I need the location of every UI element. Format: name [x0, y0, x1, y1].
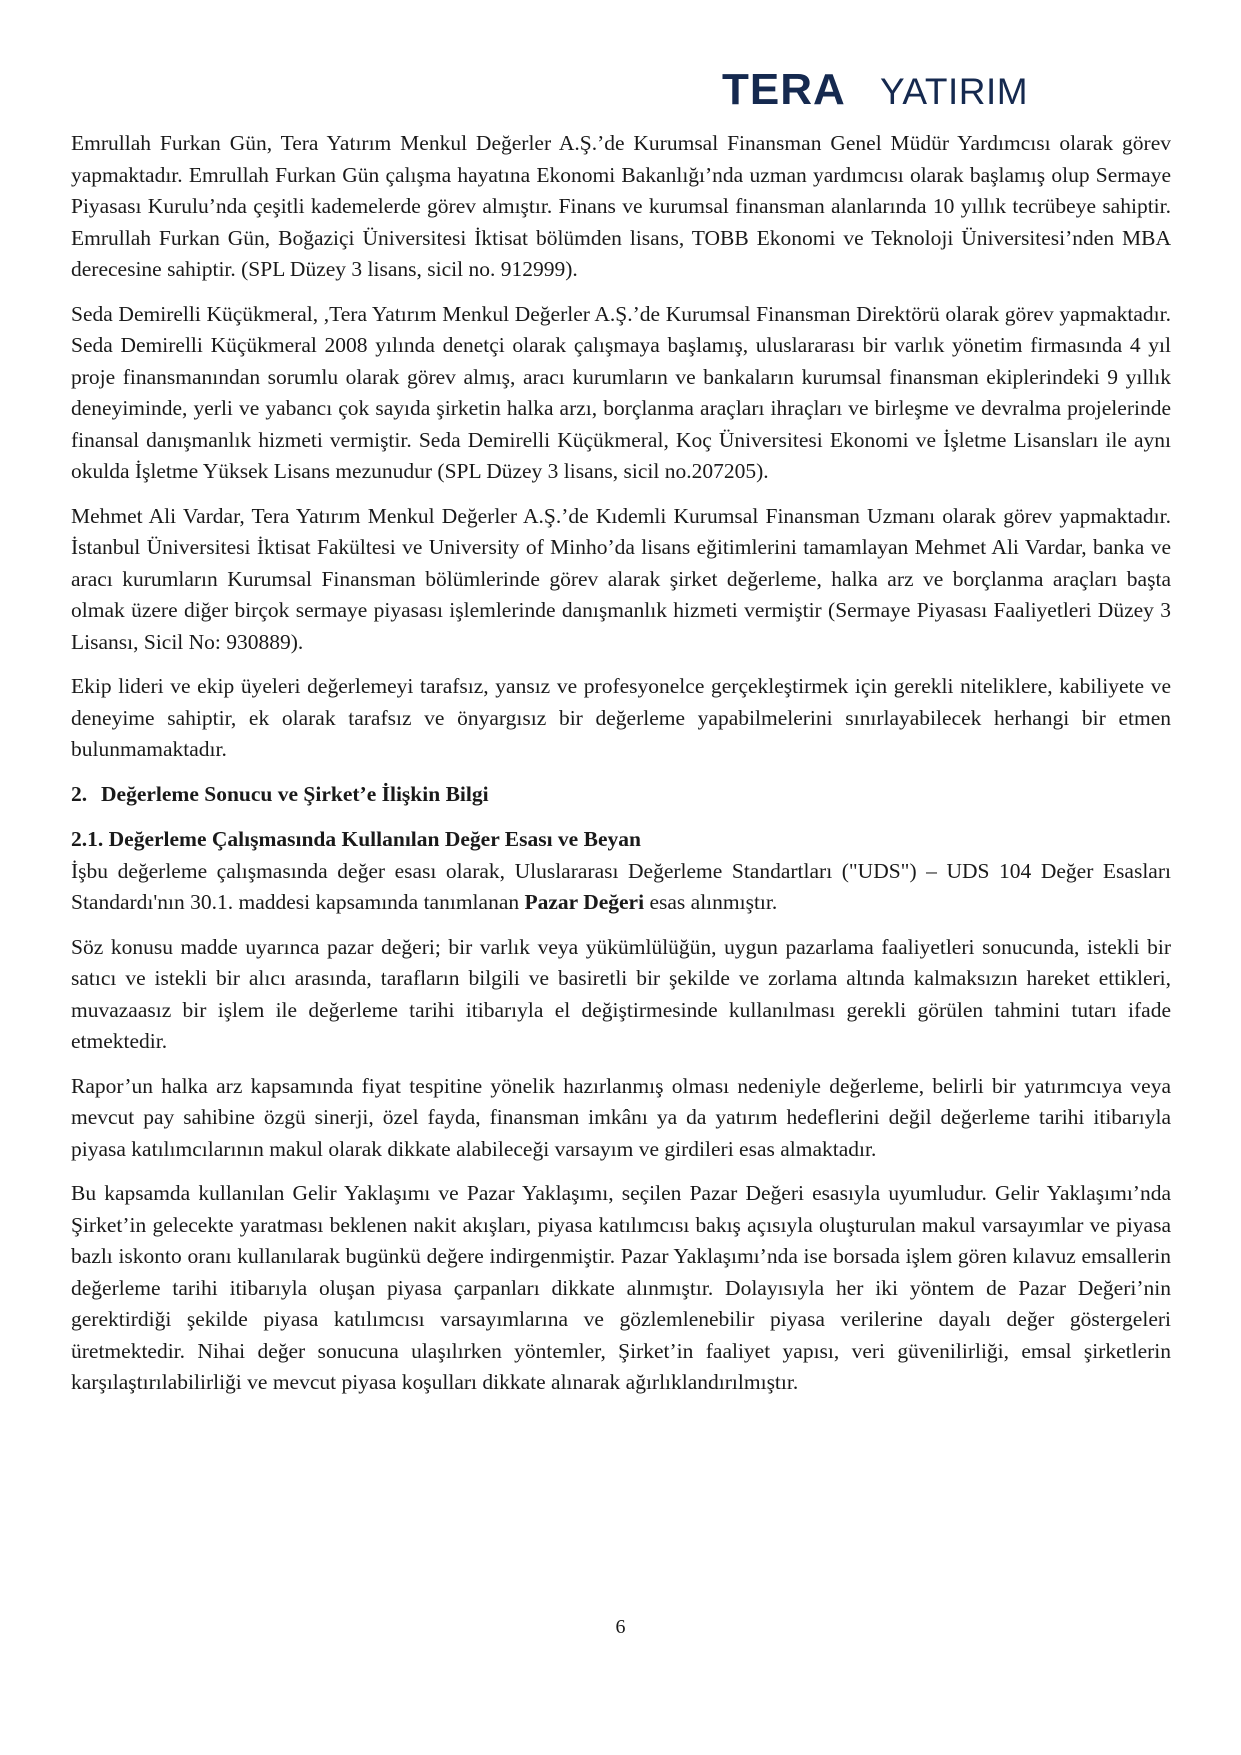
section-2-number: 2. — [71, 781, 88, 806]
logo-wordmark: YATIRIM — [880, 71, 1029, 112]
paragraph-approaches: Bu kapsamda kullanılan Gelir Yaklaşımı ve Pazar Yaklaşımı, seçilen Pazar Değeri esasıyla uyumludur. Gelir Yaklaşımı’nda Şirket’in gelecekte yaratması beklenen nakit akışları, piyasa katılımcısı bakış açısıyla oluşturulan makul varsayımlar ve piyasa bazlı iskonto oranı kullanılarak bugünkü değere indirgenmiştir. Pazar Yaklaşımı’nda ise borsada işlem gören kılavuz emsallerin değerleme tarihi itibarıyla oluşan piyasa çarpanları dikkate alınmıştır. Dolayısıyla her iki yöntem de Pazar Değeri’nin gerektirdiği şekilde piyasa katılımcısı varsayımlarına ve gözlemlenebilir piyasa verilerine dayalı değer göstergeleri üretmektedir. Nihai değer sonucuna ulaşılırken yöntemler, Şirket’in faaliyet yapısı, veri güvenilirliği, emsal şirketlerin karşılaştırılabilirliği ve mevcut piyasa koşulları dikkate alınarak ağırlıklandırılmıştır. — [71, 1181, 1171, 1394]
paragraph-seda-kucukmeral: Seda Demirelli Küçükmeral, ,Tera Yatırım Menkul Değerler A.Ş.’de Kurumsal Finansman Direktörü olarak görev yapmaktadır. Seda Demirelli Küçükmeral 2008 yılında denetçi olarak çalışmaya başlamış, uluslararası bir varlık yönetim firmasında 4 yıl proje finansmanından sorumlu olarak görev almış, aracı kurumların ve bankaların kurumsal finansman ekiplerindeki 9 yıllık deneyiminde, yerli ve yabancı çok sayıda şirketin halka arzı, borçlanma araçları ihraçları ve birleşme ve devralma projelerinde finansal danışmanlık hizmeti vermiştir. Seda Demirelli Küçükmeral, Koç Üniversitesi Ekonomi ve İşletme Lisansları ile aynı okulda İşletme Yüksek Lisans mezunudur (SPL Düzey 3 lisans, sicil no.207205). — [71, 301, 1171, 483]
paragraph-value-basis — [71, 856, 1171, 919]
page-number: 6 — [615, 1616, 626, 1638]
section-2-heading — [71, 779, 1171, 811]
section-2-1-heading: 2.1. Değerleme Çalışmasında Kullanılan Değer Esası ve Beyan — [71, 827, 641, 851]
value-basis-tail: esas alınmıştır. — [644, 890, 778, 914]
tera-yatirim-logo — [722, 64, 1062, 114]
document-body — [71, 128, 1171, 1412]
paragraph-mehmet-vardar: Mehmet Ali Vardar, Tera Yatırım Menkul Değerler A.Ş.’de Kıdemli Kurumsal Finansman Uzmanı olarak görev yapmaktadır. İstanbul Üniversitesi İktisat Fakültesi ve University of Minho’da lisans eğitimlerini tamamlayan Mehmet Ali Vardar, banka ve aracı kurumların Kurumsal Finansman bölümlerinde görev alarak şirket değerleme, halka arz ve borçlanma araçları başta olmak üzere diğer birçok sermaye piyasası işlemlerinde danışmanlık hizmeti vermiştir (Sermaye Piyasası Faaliyetleri Düzey 3 Lisansı, Sicil No: 930889). — [71, 503, 1171, 654]
logo-mark: TERA — [722, 65, 846, 114]
paragraph-furkan-gun: Emrullah Furkan Gün, Tera Yatırım Menkul Değerler A.Ş.’de Kurumsal Finansman Genel Müdür Yardımcısı olarak görev yapmaktadır. Emrullah Furkan Gün çalışma hayatına Ekonomi Bakanlığı’nda uzman yardımcısı olarak başlamış olup Sermaye Piyasası Kurulu’nda çeşitli kademelerde görev almıştır. Finans ve kurumsal finansman alanlarında 10 yıllık tecrübeye sahiptir. Emrullah Furkan Gün, Boğaziçi Üniversitesi İktisat bölümden lisans, TOBB Ekonomi ve Teknoloji Üniversitesi’nden MBA derecesine sahiptir. (SPL Düzey 3 lisans, sicil no. 912999). — [71, 131, 1171, 281]
paragraph-team-independence: Ekip lideri ve ekip üyeleri değerlemeyi tarafsız, yansız ve profesyonelce gerçekleştirmek için gerekli niteliklere, kabiliyete ve deneyime sahiptir, ek olarak tarafsız ve önyargısız bir değerleme yapabilmelerini sınırlayabilecek herhangi bir etmen bulunmamaktadır. — [71, 674, 1171, 761]
section-2-title: Değerleme Sonucu ve Şirket’e İlişkin Bilgi — [101, 781, 489, 806]
value-basis-bold: Pazar Değeri — [524, 890, 645, 914]
paragraph-ipo-scope: Rapor’un halka arz kapsamında fiyat tespitine yönelik hazırlanmış olması nedeniyle değerleme, belirli bir yatırımcıya veya mevcut pay sahibine özgü sinerji, özel fayda, finansman imkânı ya da yatırım hedeflerini değil değerleme tarihi itibarıyla piyasa katılımcılarının makul olarak dikkate alabileceği varsayım ve girdileri esas almaktadır. — [71, 1073, 1171, 1161]
paragraph-market-value-definition: Söz konusu madde uyarınca pazar değeri; bir varlık veya yükümlülüğün, uygun pazarlama faaliyetleri sonucunda, istekli bir satıcı ve istekli bir alıcı arasında, tarafların bilgili ve basiretli bir şekilde ve zorlama altında kalmaksızın hareket ettikleri, muvazaasız bir işlem ile değerleme tarihi itibarıyla el değiştirmesinde kullanılması gerekli görülen tahmini tutarı ifade etmektedir. — [71, 934, 1171, 1053]
value-basis-text: İşbu değerleme çalışmasında değer esası olarak, Uluslararası Değerleme Standartları ("UDS") – UDS 104 Değer Esasları Standardı'nın 30.1. maddesi kapsamında tanımlanan — [71, 858, 1171, 914]
